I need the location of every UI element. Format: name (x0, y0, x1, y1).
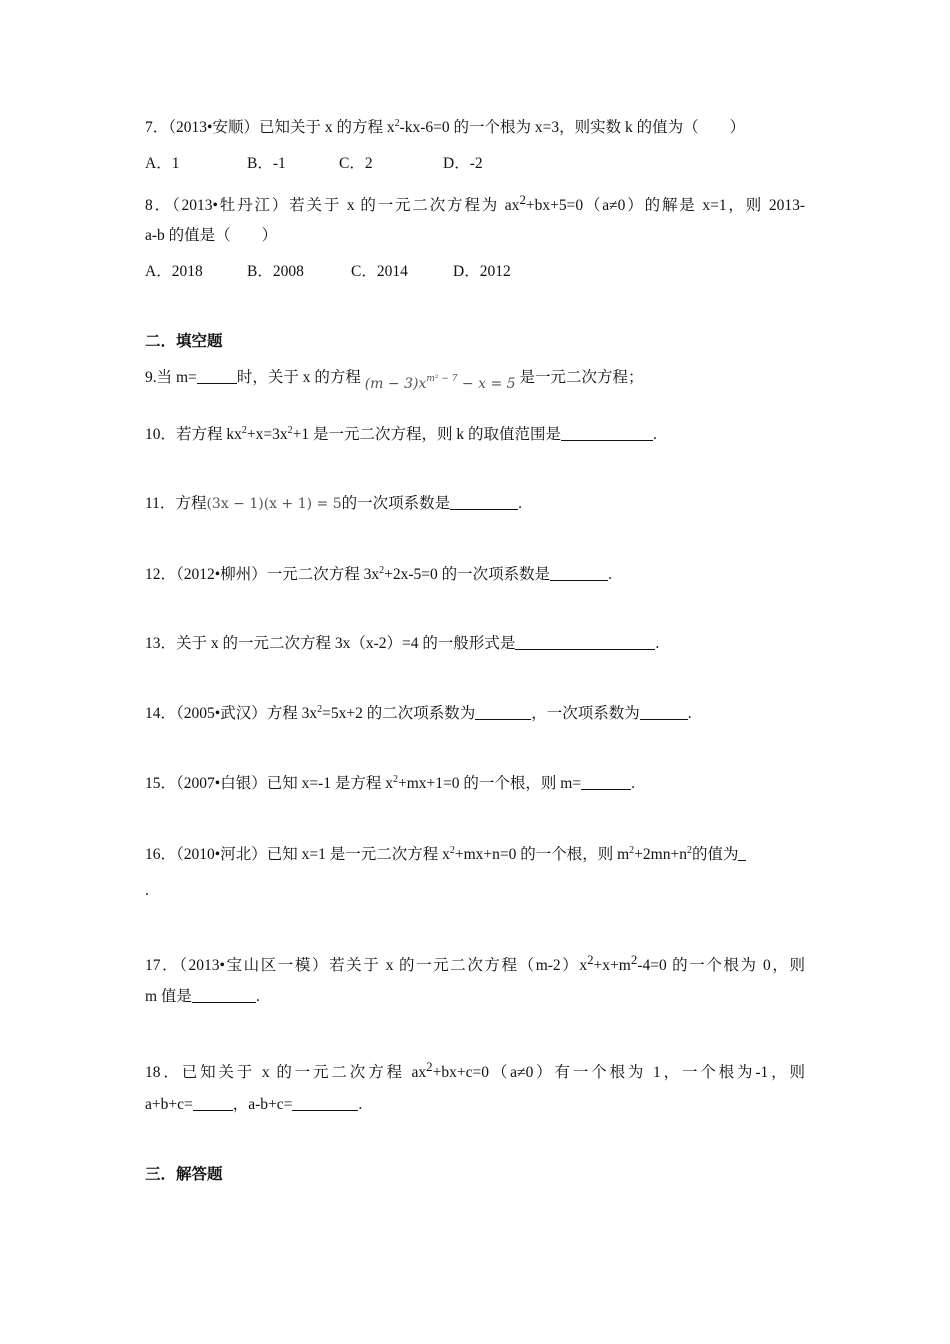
question-18-line2 (145, 1095, 362, 1115)
question-7 (145, 118, 745, 138)
exponent: 2 (287, 425, 293, 436)
question-number: 15． (145, 775, 177, 792)
period: . (145, 882, 149, 899)
question-stem: 已知关于 x 的一元二次方程 ax (181, 1064, 427, 1082)
answer-blank[interactable] (550, 565, 608, 581)
question-stem: +mx+n=0 的一个根，则 m (454, 846, 630, 863)
period: . (255, 988, 260, 1005)
question-14 (145, 704, 692, 724)
question-number: 10． (145, 426, 177, 443)
question-17 (145, 950, 805, 976)
question-stem: a-b 的值是（ ） (145, 227, 278, 244)
question-number: 7． (145, 119, 169, 136)
question-12 (145, 565, 612, 585)
question-stem: 9.当 m= (145, 369, 197, 386)
question-stem: 关于 x 的一元二次方程 3x（x-2）=4 的一般形式是 (176, 635, 516, 652)
answer-blank[interactable] (193, 1095, 233, 1111)
exponent: 2 (519, 192, 526, 207)
question-8-options (145, 262, 511, 282)
question-8 (145, 190, 805, 216)
option-b: B．2008 (247, 263, 304, 280)
question-number: 11． (145, 495, 176, 512)
equation-formula: $(m - 3)x^{m^2 - 7} - x = 5$ (364, 374, 516, 392)
question-source: （2005•武汉） (176, 705, 267, 722)
option-d: D．2012 (453, 263, 511, 280)
question-source: （2007•白银） (176, 775, 267, 792)
question-10 (145, 425, 657, 445)
question-stem: 一元二次方程 3x (266, 566, 380, 583)
question-17-line2 (145, 987, 260, 1007)
question-stem: +2x-5=0 的一次项系数是 (384, 566, 551, 583)
period: . (631, 775, 635, 792)
question-stem: +bx+c=0（a≠0）有一个根为 1，一个根为-1，则 (432, 1064, 805, 1082)
question-source: （2013•牡丹江） (171, 197, 290, 215)
question-source: （2013•宝山区一模） (179, 957, 330, 975)
question-stem: 已知 x=-1 是方程 x (266, 775, 393, 792)
question-stem: +x=3x (246, 426, 288, 443)
question-8-line2 (145, 226, 277, 246)
exponent: 2 (630, 952, 638, 967)
period: . (687, 705, 692, 722)
question-15 (145, 774, 635, 794)
question-stem: =5x+2 的二次项系数为 (322, 705, 476, 722)
question-stem: ，a-b+c= (232, 1096, 293, 1113)
question-stem: ，一次项系数为 (531, 705, 640, 722)
question-number: 13． (145, 635, 177, 652)
equation-formula: (3x − 1)(x + 1) = 5 (206, 496, 342, 512)
question-16 (145, 845, 746, 865)
period: . (655, 635, 660, 652)
question-7-options (145, 154, 483, 174)
exponent: 2 (317, 704, 323, 715)
question-stem: 的值为 (691, 846, 739, 863)
section-heading-fill-in: 二．填空题 (145, 333, 223, 350)
exponent: 2 (629, 845, 635, 856)
answer-blank[interactable] (738, 845, 746, 861)
question-18 (145, 1057, 805, 1083)
question-number: 8． (145, 197, 172, 215)
question-number: 12． (145, 566, 177, 583)
question-source: （2010•河北） (176, 846, 267, 863)
section-heading-solve: 三．解答题 (145, 1166, 223, 1183)
question-9 (145, 368, 644, 392)
exponent: 2 (449, 845, 455, 856)
exponent: 2 (394, 118, 400, 129)
question-stem: +mx+1=0 的一个根，则 m= (397, 775, 582, 792)
answer-blank[interactable] (640, 704, 688, 720)
question-stem: +bx+5=0（a≠0）的解是 x=1，则 2013- (525, 197, 805, 215)
exponent: 2 (392, 774, 398, 785)
option-a: A．1 (145, 155, 180, 172)
question-number: 14． (145, 705, 177, 722)
period: . (518, 495, 523, 512)
option-c: C．2014 (351, 263, 408, 280)
answer-blank[interactable] (197, 368, 237, 384)
exponent: 2 (587, 952, 594, 967)
question-stem: m 值是 (145, 988, 192, 1005)
question-number: 17． (145, 957, 180, 975)
exponent: 2 (379, 565, 385, 576)
question-stem: 时，关于 x 的方程 (236, 369, 361, 386)
question-stem: 若方程 kx (176, 426, 242, 443)
question-source: （2013•安顺） (168, 119, 259, 136)
answer-blank[interactable] (450, 494, 518, 510)
exponent: 2 (241, 425, 247, 436)
question-11 (145, 494, 522, 514)
exponent: 2 (686, 845, 692, 856)
question-stem: 方程 (175, 495, 207, 512)
answer-blank[interactable] (561, 425, 653, 441)
period: . (358, 1096, 363, 1113)
exponent: 2 (426, 1059, 433, 1074)
option-a: A．2018 (145, 263, 203, 280)
question-number: 18． (145, 1064, 182, 1082)
question-stem: 已知 x=1 是一元二次方程 x (266, 846, 450, 863)
question-stem: +1 是一元二次方程，则 k 的取值范围是 (292, 426, 562, 443)
question-stem: 若关于 x 的一元二次方程为 ax (289, 197, 520, 215)
question-stem: 若关于 x 的一元二次方程（m-2）x (329, 957, 588, 975)
option-c: C．2 (339, 155, 373, 172)
answer-blank[interactable] (475, 704, 531, 720)
question-stem: 的一次项系数是 (341, 495, 451, 512)
question-stem: 是一元二次方程； (519, 369, 644, 386)
question-stem: +x+m (593, 957, 631, 975)
question-stem: -4=0 的一个根为 0，则 (637, 957, 805, 975)
period: . (608, 566, 612, 583)
question-stem: a+b+c= (145, 1096, 193, 1113)
question-stem: 已知关于 x 的方程 x (258, 119, 395, 136)
answer-blank[interactable] (515, 634, 655, 650)
question-stem: +2mn+n (634, 846, 687, 863)
period: . (653, 426, 657, 443)
answer-blank[interactable] (192, 987, 256, 1003)
question-number: 16． (145, 846, 177, 863)
question-source: （2012•柳州） (176, 566, 267, 583)
answer-blank[interactable] (292, 1095, 358, 1111)
option-d: D．-2 (443, 155, 483, 172)
question-stem: 方程 3x (266, 705, 318, 722)
question-stem: -kx-6=0 的一个根为 x=3，则实数 k 的值为（ ） (399, 119, 746, 136)
question-16-line2 (145, 881, 149, 901)
option-b: B．-1 (247, 155, 286, 172)
answer-blank[interactable] (581, 774, 631, 790)
question-13 (145, 634, 659, 654)
